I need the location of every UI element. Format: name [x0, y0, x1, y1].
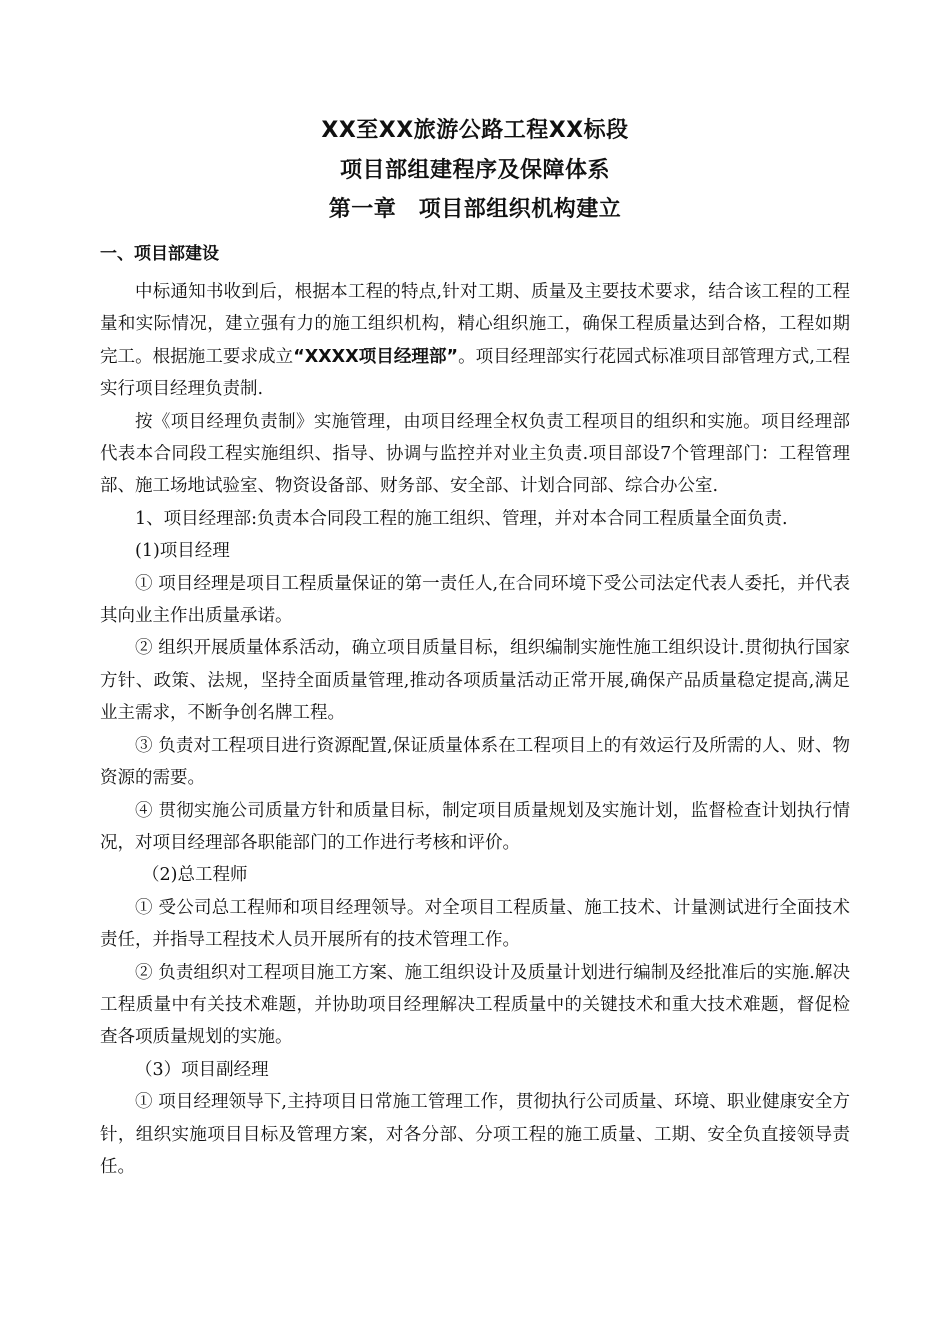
paragraph-2: 按《项目经理负责制》实施管理，由项目经理全权负责工程项目的组织和实施。项目经理部代表本合同段工程实施组织、指导、协调与监控并对业主负责.项目部设7个管理部门：工程管理部、施工场地试验室、物资设备部、财务部、安全部、计划合同部、综合办公室. — [100, 411, 850, 497]
document-body — [100, 276, 850, 1183]
paragraph-1 — [100, 276, 850, 406]
project-department-name: “XXXX项目经理部” — [293, 346, 459, 367]
list-item: ② 组织开展质量体系活动，确立项目质量目标，组织编制实施性施工组织设计.贯彻执行国家方针、政策、法规，坚持全面质量管理,推动各项质量活动正常开展,确保产品质量稳定提高,满足业主需求，不断争创名牌工程。 — [100, 638, 850, 724]
document-title: XX至XX旅游公路工程XX标段 — [321, 118, 629, 143]
list-item: ① 项目经理领导下,主持项目日常施工管理工作，贯彻执行公司质量、环境、职业健康安全方针，组织实施项目目标及管理方案，对各分部、分项工程的施工质量、工期、安全负直接领导责任。 — [100, 1092, 850, 1177]
list-item: ③ 负责对工程项目进行资源配置,保证质量体系在工程项目上的有效运行及所需的人、财、物资源的需要。 — [100, 735, 850, 789]
document-subtitle: 项目部组建程序及保障体系 — [339, 158, 610, 183]
list-item: ① 项目经理是项目工程质量保证的第一责任人,在合同环境下受公司法定代表人委托，并代表其向业主作出质量承诺。 — [100, 573, 850, 627]
paragraph-1-text-a: 中标通知书收到后，根据本工程的特点,针对工期、质量及主要技术要求，结合该工程的工程量和实际情况，建立强有力的施工组织机构，精心组织施工，确保工程质量达到合格，工程如期完工。根据施工要求成立 — [100, 282, 850, 367]
paragraph-1-text-b: 。项目经理部实行花园式标准项目部管理方式,工程实行项目经理负责制. — [100, 346, 851, 400]
chapter-title: 第一章 项目部组织机构建立 — [328, 197, 622, 222]
list-item: ④ 贯彻实施公司质量方针和质量目标，制定项目质量规划及实施计划，监督检查计划执行情况，对项目经理部各职能部门的工作进行考核和评价。 — [100, 800, 850, 853]
list-item: ① 受公司总工程师和项目经理领导。对全项目工程质量、施工技术、计量测试进行全面技术责任，并指导工程技术人员开展所有的技术管理工作。 — [100, 897, 850, 951]
subsection-heading-1: (1)项目经理 — [135, 541, 230, 562]
paragraph-3: 1、项目经理部:负责本合同段工程的施工组织、管理，并对本合同工程质量全面负责. — [135, 508, 788, 529]
list-item: ② 负责组织对工程项目施工方案、施工组织设计及质量计划进行编制及经批准后的实施.解决工程质量中有关技术难题，并协助项目经理解决工程质量中的关键技术和重大技术难题，督促检查各项质量规划的实施。 — [100, 962, 850, 1048]
subsection-heading-3: （3）项目副经理 — [135, 1059, 269, 1080]
section-heading: 一、项目部建设 — [100, 244, 219, 264]
subsection-heading-2: （2)总工程师 — [142, 865, 248, 886]
